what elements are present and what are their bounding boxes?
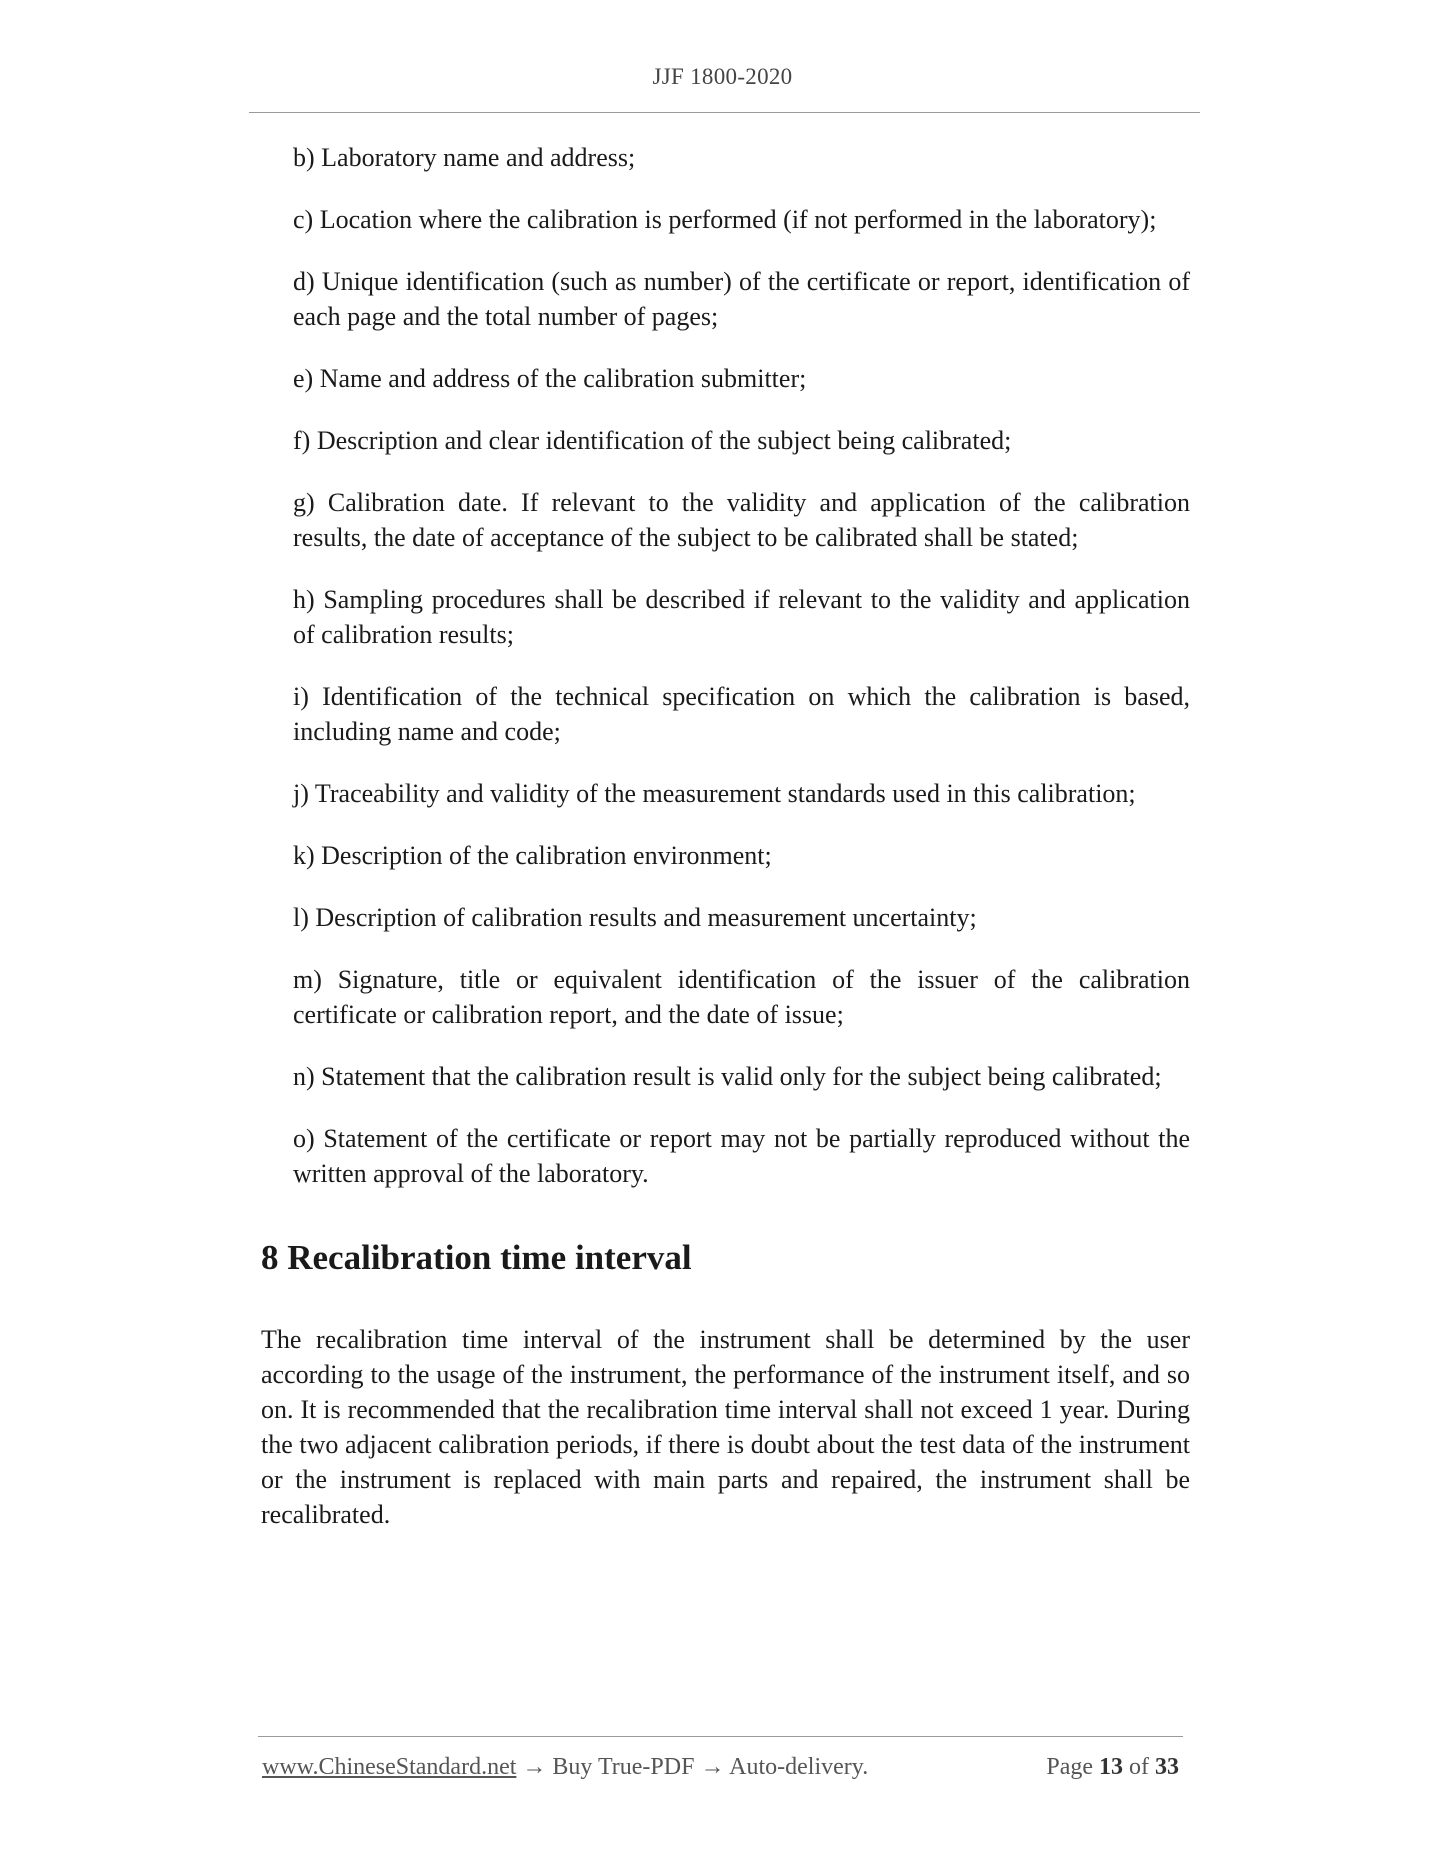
arrow-right-icon: → [522, 1754, 547, 1780]
list-item: c) Location where the calibration is performed (if not performed in the laboratory); [293, 205, 1157, 234]
page-label: Page [1046, 1754, 1093, 1780]
list-item: b) Laboratory name and address; [293, 143, 636, 172]
footer-promo [262, 1754, 868, 1781]
list-item: j) Traceability and validity of the measurement standards used in this calibration; [293, 779, 1136, 808]
section-paragraph: The recalibration time interval of the instrument shall be determined by the user according to the usage of the instrument, the performance of the instrument itself, and so on. It is recommended that the recalibration time interval shall not exceed 1 year. During the two adjacent calibration periods, if there is doubt about the test data of the instrument or the instrument is replaced with main parts and repaired, the instrument shall be recalibrated. [261, 1325, 1190, 1529]
document-code-header: JJF 1800-2020 [652, 64, 793, 89]
website-link[interactable]: www.ChineseStandard.net [262, 1754, 517, 1780]
arrow-right-icon: → [700, 1754, 725, 1780]
section-heading: 8 Recalibration time interval [261, 1238, 692, 1277]
list-item: h) Sampling procedures shall be described if relevant to the validity and application of calibration results; [293, 585, 1190, 649]
list-item: k) Description of the calibration environment; [293, 841, 772, 870]
page-indicator [1046, 1754, 1179, 1781]
list-item: e) Name and address of the calibration submitter; [293, 364, 807, 393]
list-item: m) Signature, title or equivalent identification of the issuer of the calibration certificate or calibration report, and the date of issue; [293, 965, 1190, 1029]
list-item: l) Description of calibration results and measurement uncertainty; [293, 903, 977, 932]
list-item: i) Identification of the technical specification on which the calibration is based, including name and code; [293, 682, 1190, 746]
page-number: 13 [1099, 1754, 1123, 1780]
list-item: n) Statement that the calibration result is valid only for the subject being calibrated; [293, 1062, 1162, 1091]
footer-divider [258, 1736, 1183, 1737]
list-item: g) Calibration date. If relevant to the validity and application of the calibration results, the date of acceptance of the subject to be calibrated shall be stated; [293, 488, 1190, 552]
buy-pdf-text: Buy True-PDF [552, 1754, 695, 1780]
auto-delivery-text: Auto-delivery. [729, 1754, 869, 1780]
header-divider [249, 112, 1200, 113]
list-item: o) Statement of the certificate or report may not be partially reproduced without the written approval of the laboratory. [293, 1124, 1190, 1188]
list-item: f) Description and clear identification of the subject being calibrated; [293, 426, 1012, 455]
list-item: d) Unique identification (such as number) of the certificate or report, identification of each page and the total number of pages; [293, 267, 1190, 331]
total-pages: 33 [1155, 1754, 1179, 1780]
of-label: of [1129, 1754, 1149, 1780]
requirements-list [293, 140, 1190, 1218]
